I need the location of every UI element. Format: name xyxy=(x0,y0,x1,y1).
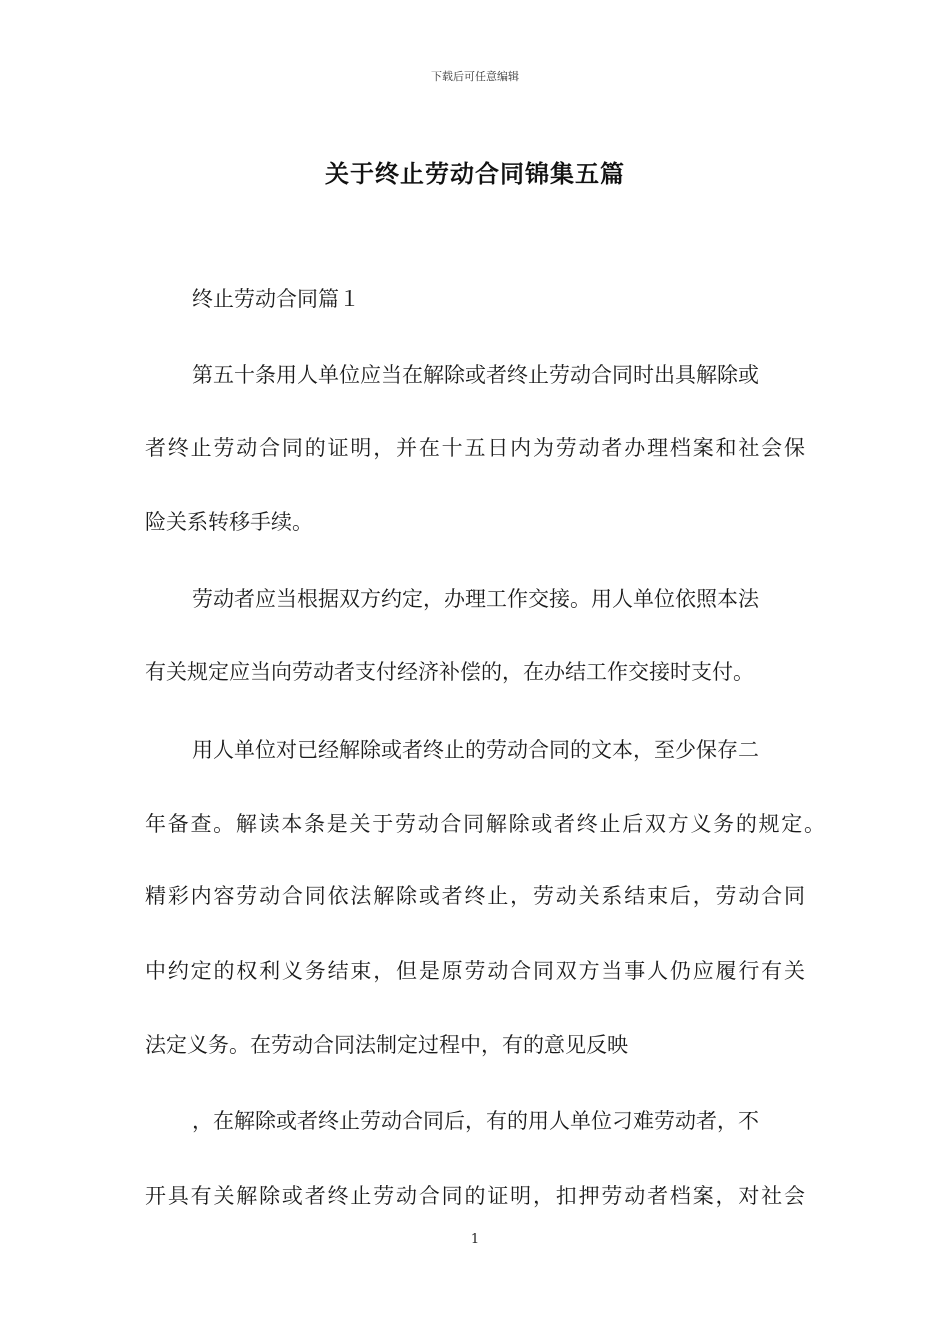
paragraph-line: 精彩内容劳动合同依法解除或者终止，劳动关系结束后，劳动合同 xyxy=(145,884,805,908)
header-note: 下载后可任意编辑 xyxy=(431,70,519,83)
paragraph-line: 者终止劳动合同的证明，并在十五日内为劳动者办理档案和社会保 xyxy=(145,436,805,460)
paragraph-line: ，在解除或者终止劳动合同后，有的用人单位刁难劳动者，不 xyxy=(192,1109,759,1133)
paragraph-line: 法定义务。在劳动合同法制定过程中，有的意见反映 xyxy=(145,1033,628,1057)
paragraph-line: 用人单位对已经解除或者终止的劳动合同的文本，至少保存二 xyxy=(192,738,759,762)
document-title: 关于终止劳动合同锦集五篇 xyxy=(325,160,625,188)
paragraph-line: 年备查。解读本条是关于劳动合同解除或者终止后双方义务的规定。 xyxy=(145,812,825,836)
paragraph-line: 中约定的权利义务结束，但是原劳动合同双方当事人仍应履行有关 xyxy=(145,959,805,983)
section-heading: 终止劳动合同篇１ xyxy=(192,287,360,311)
paragraph-line: 有关规定应当向劳动者支付经济补偿的，在办结工作交接时支付。 xyxy=(145,660,754,684)
paragraph-line: 险关系转移手续。 xyxy=(145,510,313,534)
page-number: 1 xyxy=(470,1232,480,1247)
paragraph-line: 第五十条用人单位应当在解除或者终止劳动合同时出具解除或 xyxy=(192,363,759,387)
paragraph-line: 劳动者应当根据双方约定，办理工作交接。用人单位依照本法 xyxy=(192,587,759,611)
paragraph-line: 开具有关解除或者终止劳动合同的证明，扣押劳动者档案，对社会 xyxy=(145,1184,805,1208)
